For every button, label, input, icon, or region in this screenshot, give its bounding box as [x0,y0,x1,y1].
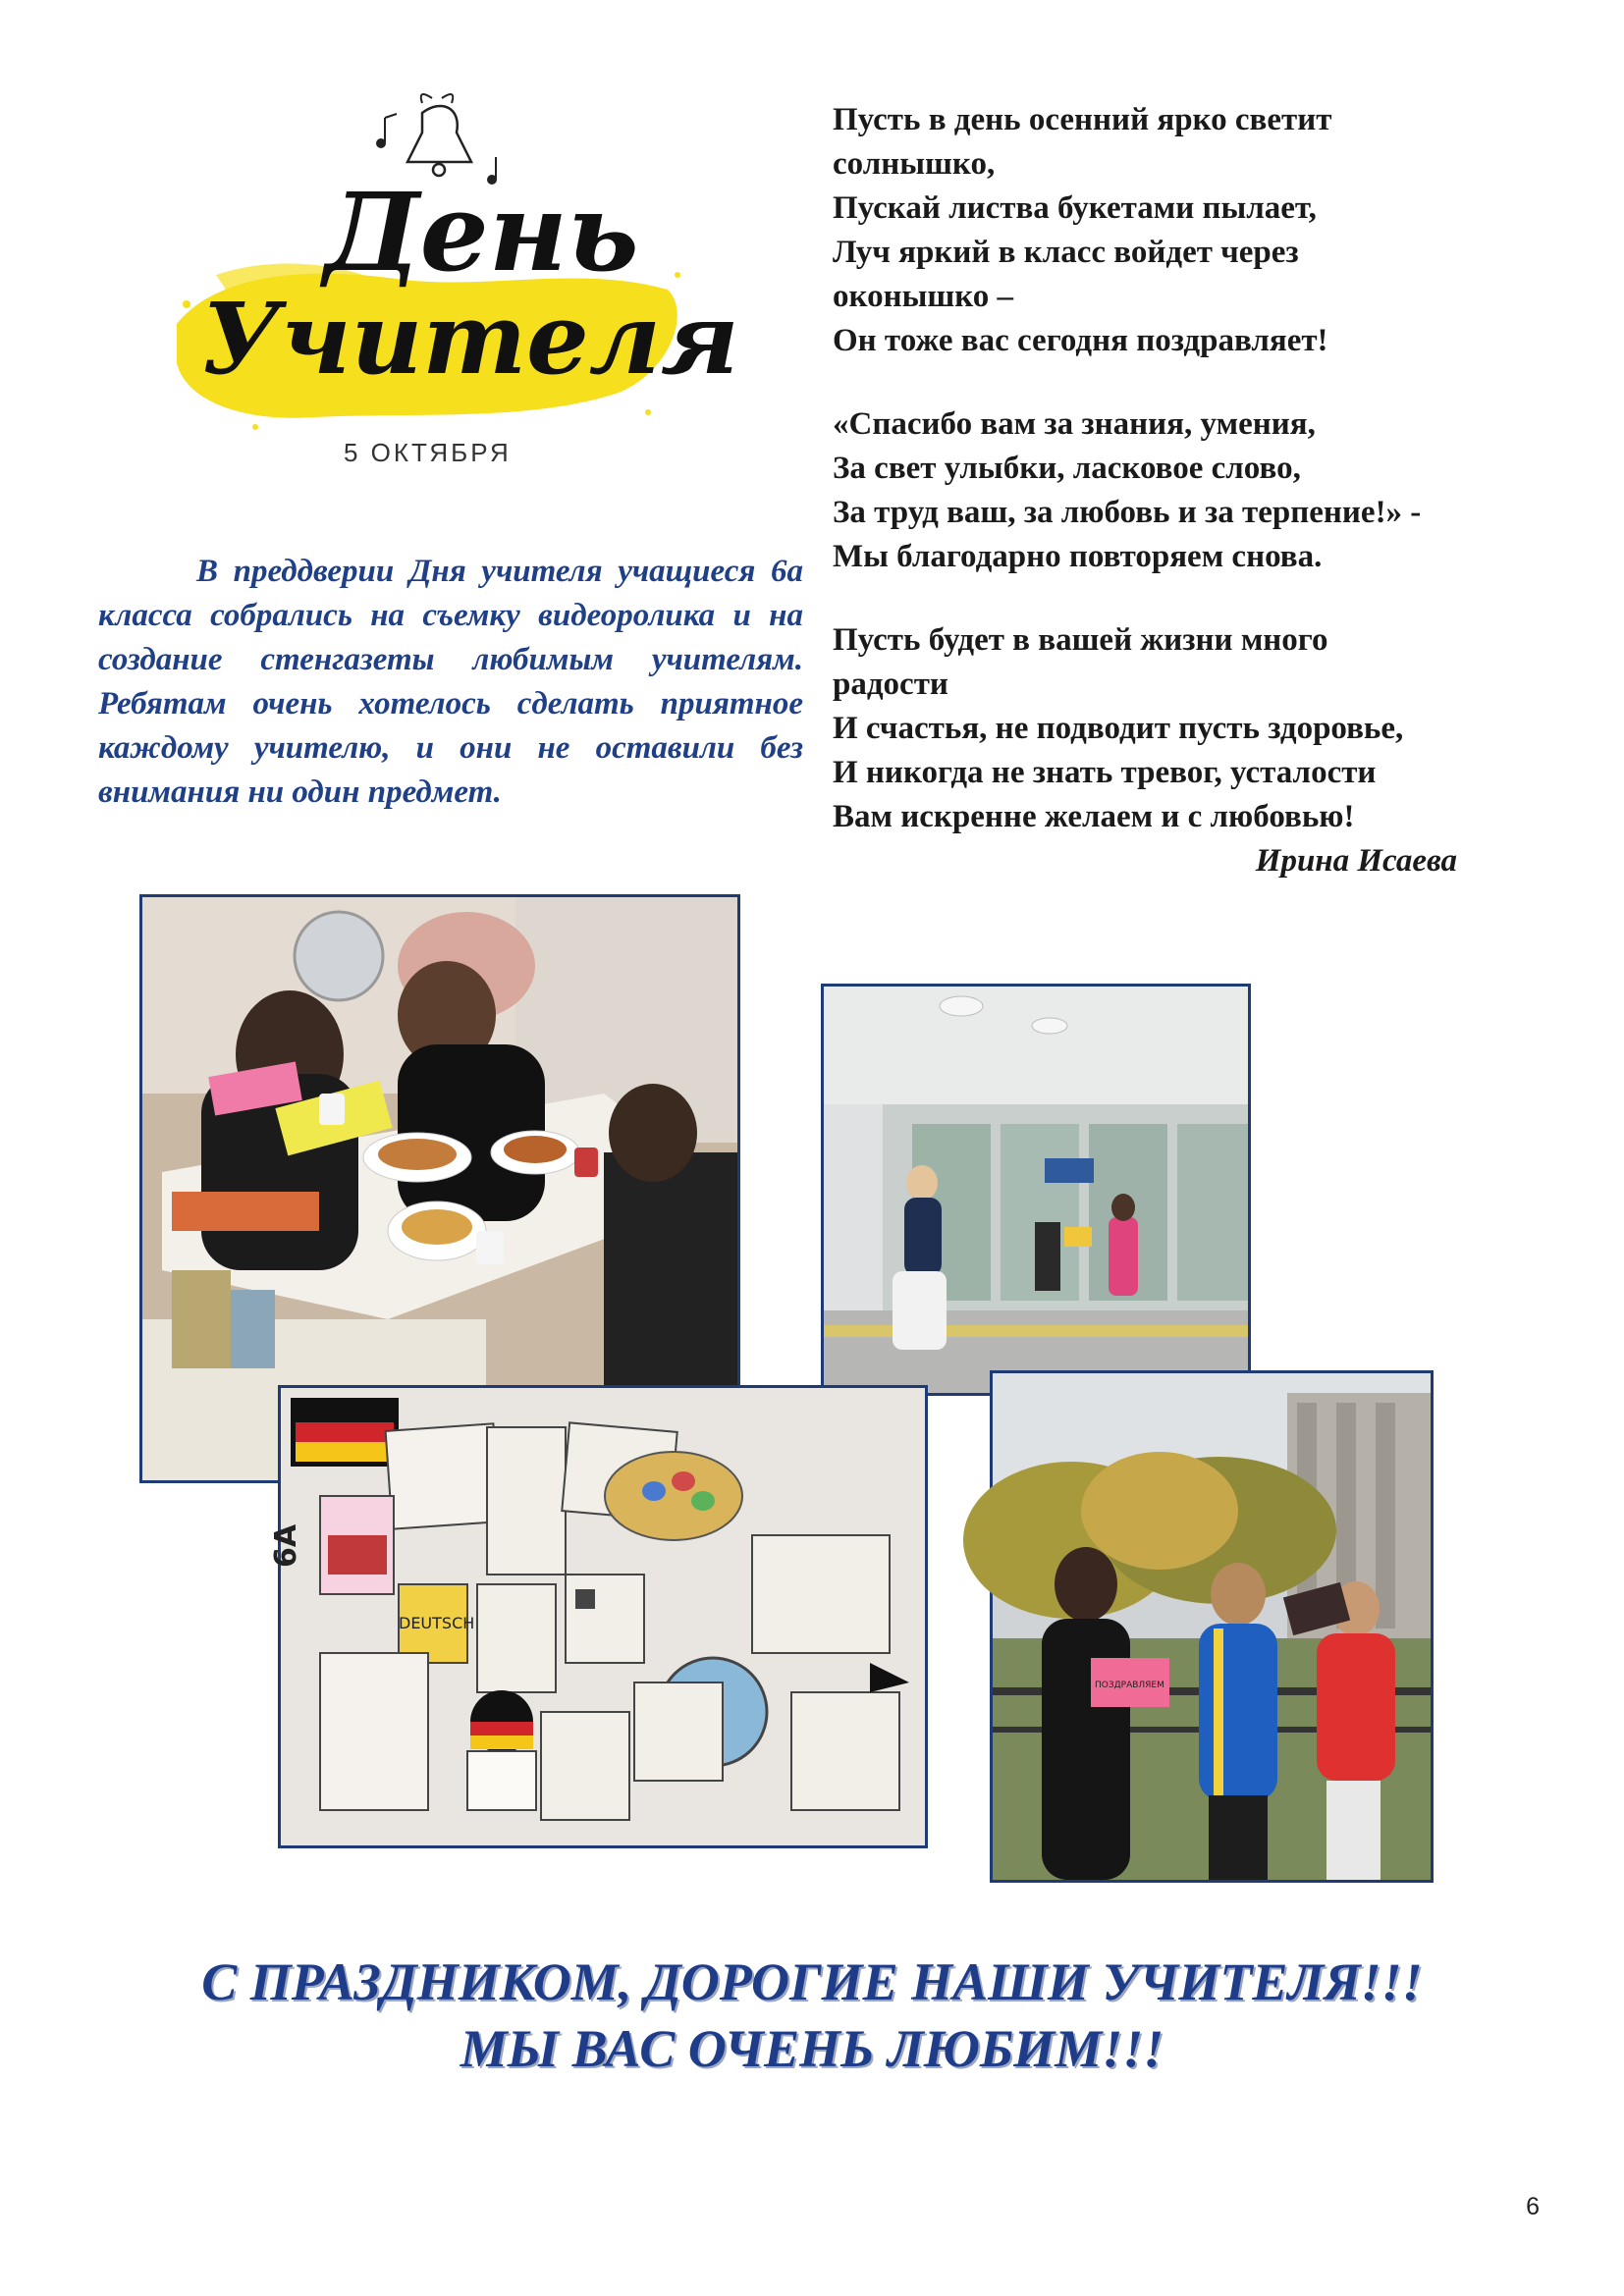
poem-line: Пусть будет в вашей жизни много [833,622,1328,658]
poem-line: И никогда не знать тревог, усталости [833,755,1377,790]
photo-students-with-signs [990,1370,1434,1883]
photo3-label-6a: 6А [269,1523,303,1568]
poem-author: Ирина Исаева [1255,843,1457,879]
teachers-day-logo [157,79,739,491]
poem-stanza-2 [833,402,1540,579]
closing-line-1: С ПРАЗДНИКОМ, ДОРОГИЕ НАШИ УЧИТЕЛЯ!!! [201,1952,1423,2011]
logo-title-line1: День [324,169,639,295]
poem-line: «Спасибо вам за знания, умения, [833,406,1316,442]
logo-date: 5 ОКТЯБРЯ [344,438,512,467]
poem-line: оконышко – [833,279,1014,314]
photo3-label-deutsch: DEUTSCH [399,1614,475,1632]
poem-line: Он тоже вас сегодня поздравляет! [833,323,1328,358]
poem-line: радости [833,667,948,702]
poem [833,98,1540,883]
closing-greeting [0,1949,1624,2082]
closing-line-2: МЫ ВАС ОЧЕНЬ ЛЮБИМ!!! [460,2019,1164,2078]
poem-stanza-3 [833,618,1540,839]
logo-title-line2: Учителя [201,281,739,397]
page-number: 6 [1526,2193,1540,2220]
bell-icon [407,94,471,176]
poem-line: За труд ваш, за любовь и за терпение!» - [833,495,1422,530]
photo4-sign: ПОЗДРАВЛЯЕМ [1095,1681,1164,1690]
poem-line: И счастья, не подводит пусть здоровье, [833,711,1404,746]
poem-line: Пусть в день осенний ярко светит [833,102,1332,137]
photo-wall-newspaper [269,1385,928,1848]
poem-line: солнышко, [833,146,996,182]
poem-line: Пускай листва букетами пылает, [833,190,1317,226]
poem-stanza-1 [833,98,1540,363]
intro-paragraph: В преддверии Дня учителя учащиеся 6а класса собрались на съемку видеоролика и на создание стенгазеты любимым учителям. Ребятам очень хотелось сделать приятное каждому учителю, и они не оставили без внимания ни один предмет. [98,554,803,810]
logo-graphic [157,79,739,491]
poem-line: Луч яркий в класс войдет через [833,235,1299,270]
poem-line: Мы благодарно повторяем снова. [833,539,1323,574]
poem-line: За свет улыбки, ласковое слово, [833,451,1301,486]
poem-line: Вам искренне желаем и с любовью! [833,799,1355,834]
photo-school-entrance [821,984,1251,1396]
